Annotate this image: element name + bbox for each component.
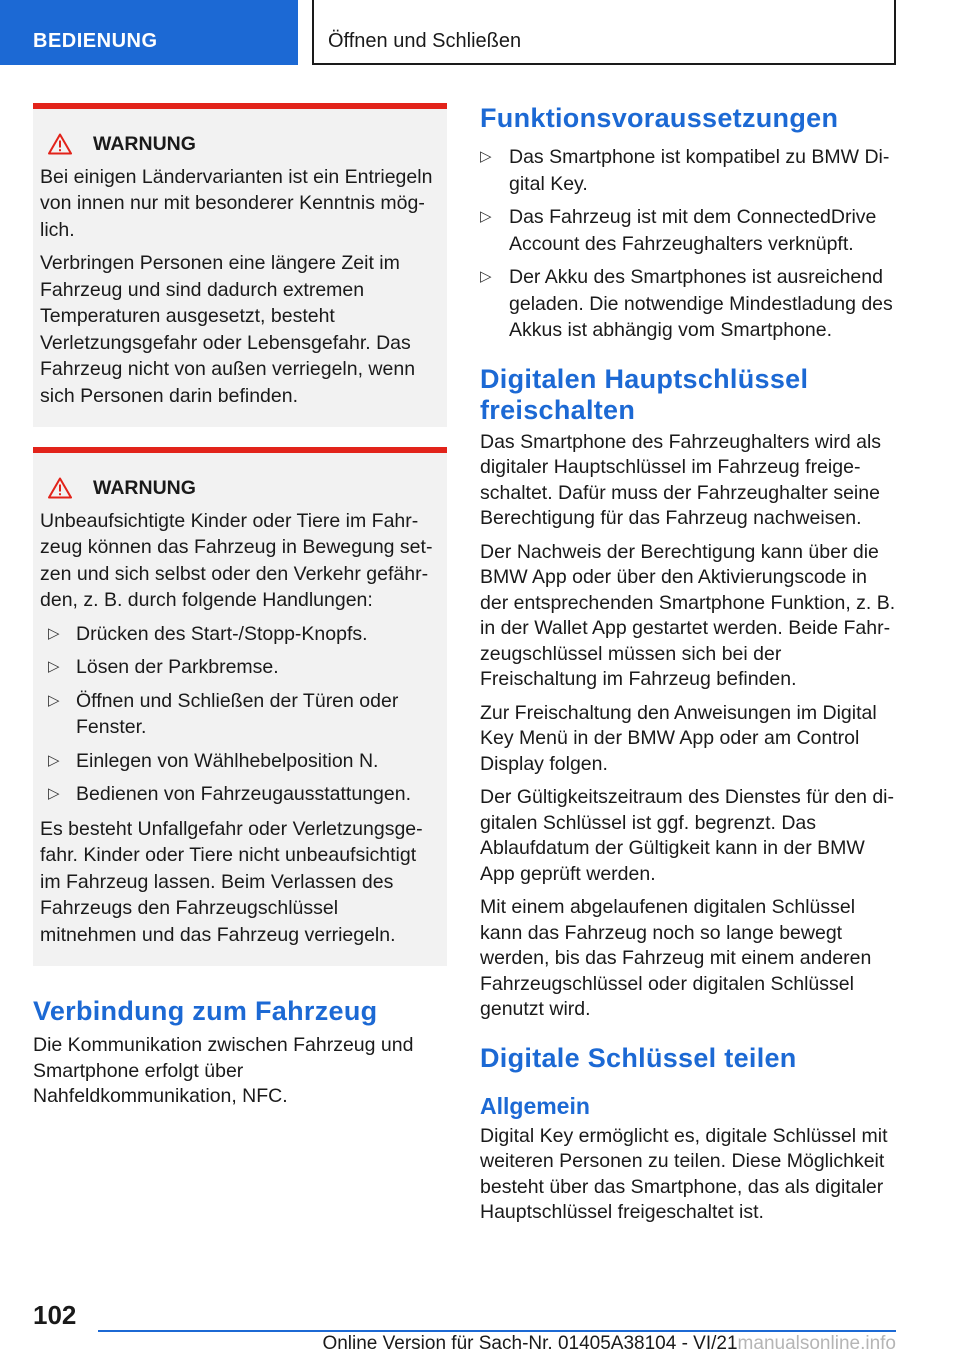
body-text: Der Gültigkeitszeitraum des Dienstes für den digitalen Schlüssel ist ggf. begrenzt. Das Ablaufdatum der Gültigkeit kann in der BMW App geprüft werden. bbox=[480, 786, 895, 885]
page-number: 102 bbox=[33, 1300, 77, 1330]
list-item bbox=[40, 748, 439, 775]
section-heading-requirements: Funktionsvoraussetzungen bbox=[480, 103, 839, 133]
list-item bbox=[40, 781, 439, 808]
warning-list bbox=[40, 621, 439, 808]
list-item bbox=[480, 264, 896, 344]
list-item-text: Lösen der Parkbremse. bbox=[76, 656, 279, 678]
warning-text: Verbringen Personen eine längere Zeit im Fahrzeug und sind dadurch extremen Temperaturen ausgesetzt, besteht Verletzungsgefahr oder Lebensgefahr. Das Fahrzeug nicht von außen verriegeln, wenn sich Personen darin befinden. bbox=[40, 252, 416, 407]
list-item-text: Das Fahrzeug ist mit dem ConnectedDrive Account des Fahrzeughalters verknüpft. bbox=[509, 206, 877, 255]
warning-triangle-icon bbox=[48, 477, 72, 499]
triangle-bullet-icon: ▷ bbox=[480, 208, 492, 225]
list-item-text: Drücken des Start-/Stopp-Knopfs. bbox=[76, 622, 368, 645]
triangle-bullet-icon: ▷ bbox=[48, 691, 60, 709]
list-item bbox=[480, 204, 896, 257]
list-item bbox=[40, 621, 439, 648]
footer-watermark: manualsonline.info bbox=[737, 1333, 896, 1354]
warning-text: Bei einigen Ländervarianten ist ein Entriegeln von innen nur mit besonderer Kenntnis möglich. bbox=[40, 165, 433, 241]
triangle-bullet-icon: ▷ bbox=[48, 785, 60, 802]
triangle-bullet-icon: ▷ bbox=[48, 751, 60, 769]
list-item bbox=[40, 688, 439, 741]
section-heading-unlock: Digitalen Hauptschlüssel freischalten bbox=[480, 363, 809, 425]
body-text: Zur Freischaltung den Anweisungen im Digital Key Menü in der BMW App oder am Control Display folgen. bbox=[480, 701, 877, 775]
list-item bbox=[480, 144, 896, 197]
warning-box-2 bbox=[33, 447, 447, 966]
warning-header bbox=[40, 475, 439, 502]
body-text: Digital Key ermöglicht es, digitale Schlüssel mit weiteren Personen zu teilen. Diese Möglichkeit besteht über das Smartphone, das als digitaler Hauptschlüssel freigeschaltet ist. bbox=[480, 1124, 888, 1223]
body-text: Der Nachweis der Berechtigung kann über die BMW App oder über den Aktivierungscode in der entsprechenden Smartphone Funktion, z. B. in der Wallet App gestartet werden. Beide Fahrzeugschlüssel müssen sich bei der Freischaltung im Fahrzeug befinden. bbox=[480, 540, 896, 690]
list-item-text: Einlegen von Wählhebelposition N. bbox=[76, 749, 379, 772]
section-tab: BEDIENUNG bbox=[0, 0, 298, 65]
requirements-list bbox=[480, 144, 896, 344]
list-item-text: Der Akku des Smartphones ist ausreichend geladen. Die notwendige Mindestladung des Akkus ist abhängig vom Smartphone. bbox=[509, 266, 893, 341]
warning-triangle-icon bbox=[48, 133, 72, 155]
footer-version-label: Online Version für Sach-Nr. 01405A38104 - VI/21 bbox=[322, 1333, 738, 1354]
list-item-text: Öffnen und Schließen der Türen oder Fenster. bbox=[76, 689, 399, 738]
subsection-heading-general: Allgemein bbox=[480, 1092, 590, 1119]
warning-header bbox=[40, 131, 439, 158]
triangle-bullet-icon: ▷ bbox=[48, 658, 60, 675]
left-column bbox=[33, 103, 447, 1118]
section-heading-connection: Verbindung zum Fahrzeug bbox=[33, 996, 378, 1026]
footer-divider bbox=[98, 1330, 896, 1332]
triangle-bullet-icon: ▷ bbox=[48, 624, 60, 642]
body-text: Das Smartphone des Fahrzeughalters wird als digitaler Hauptschlüssel im Fahrzeug freigeschaltet. Dafür muss der Fahrzeughalter seine Berechtigung für das Fahrzeug nachweisen. bbox=[480, 430, 882, 529]
warning-box-1 bbox=[33, 103, 447, 427]
triangle-bullet-icon: ▷ bbox=[480, 268, 492, 285]
section-heading-share: Digitale Schlüssel teilen bbox=[480, 1042, 797, 1073]
footer-version-text bbox=[300, 1333, 896, 1355]
body-text: Mit einem abgelaufenen digitalen Schlüssel kann das Fahrzeug noch so lange bewegt werden, bis das Fahrzeug mit einem anderen Fahrzeugschlüssel oder digitalen Schlüssel genutzt wird. bbox=[480, 896, 872, 1020]
warning-label: WARNUNG bbox=[93, 133, 196, 155]
chapter-title: Öffnen und Schließen bbox=[312, 0, 896, 65]
right-column bbox=[480, 103, 896, 1234]
list-item-text: Das Smartphone ist kompatibel zu BMW Digital Key. bbox=[509, 146, 890, 195]
body-text: Die Kommunikation zwischen Fahrzeug und Smartphone erfolgt über Nahfeldkommunikation, NFC. bbox=[33, 1034, 414, 1107]
warning-text: Unbeaufsichtigte Kinder oder Tiere im Fahrzeug können das Fahrzeug in Bewegung setzen und sich selbst oder den Verkehr gefährden, z. B. durch folgende Handlungen: bbox=[40, 509, 433, 611]
list-item bbox=[40, 654, 439, 681]
warning-text: Es besteht Unfallgefahr oder Verletzungsgefahr. Kinder oder Tiere nicht unbeaufsichtigt im Fahrzeug lassen. Beim Verlassen des Fahrzeugs den Fahrzeugschlüssel mitnehmen und das Fahrzeug verriegeln. bbox=[40, 817, 423, 946]
list-item-text: Bedienen von Fahrzeugausstattungen. bbox=[76, 783, 411, 805]
warning-label: WARNUNG bbox=[93, 477, 196, 499]
triangle-bullet-icon: ▷ bbox=[480, 148, 492, 165]
